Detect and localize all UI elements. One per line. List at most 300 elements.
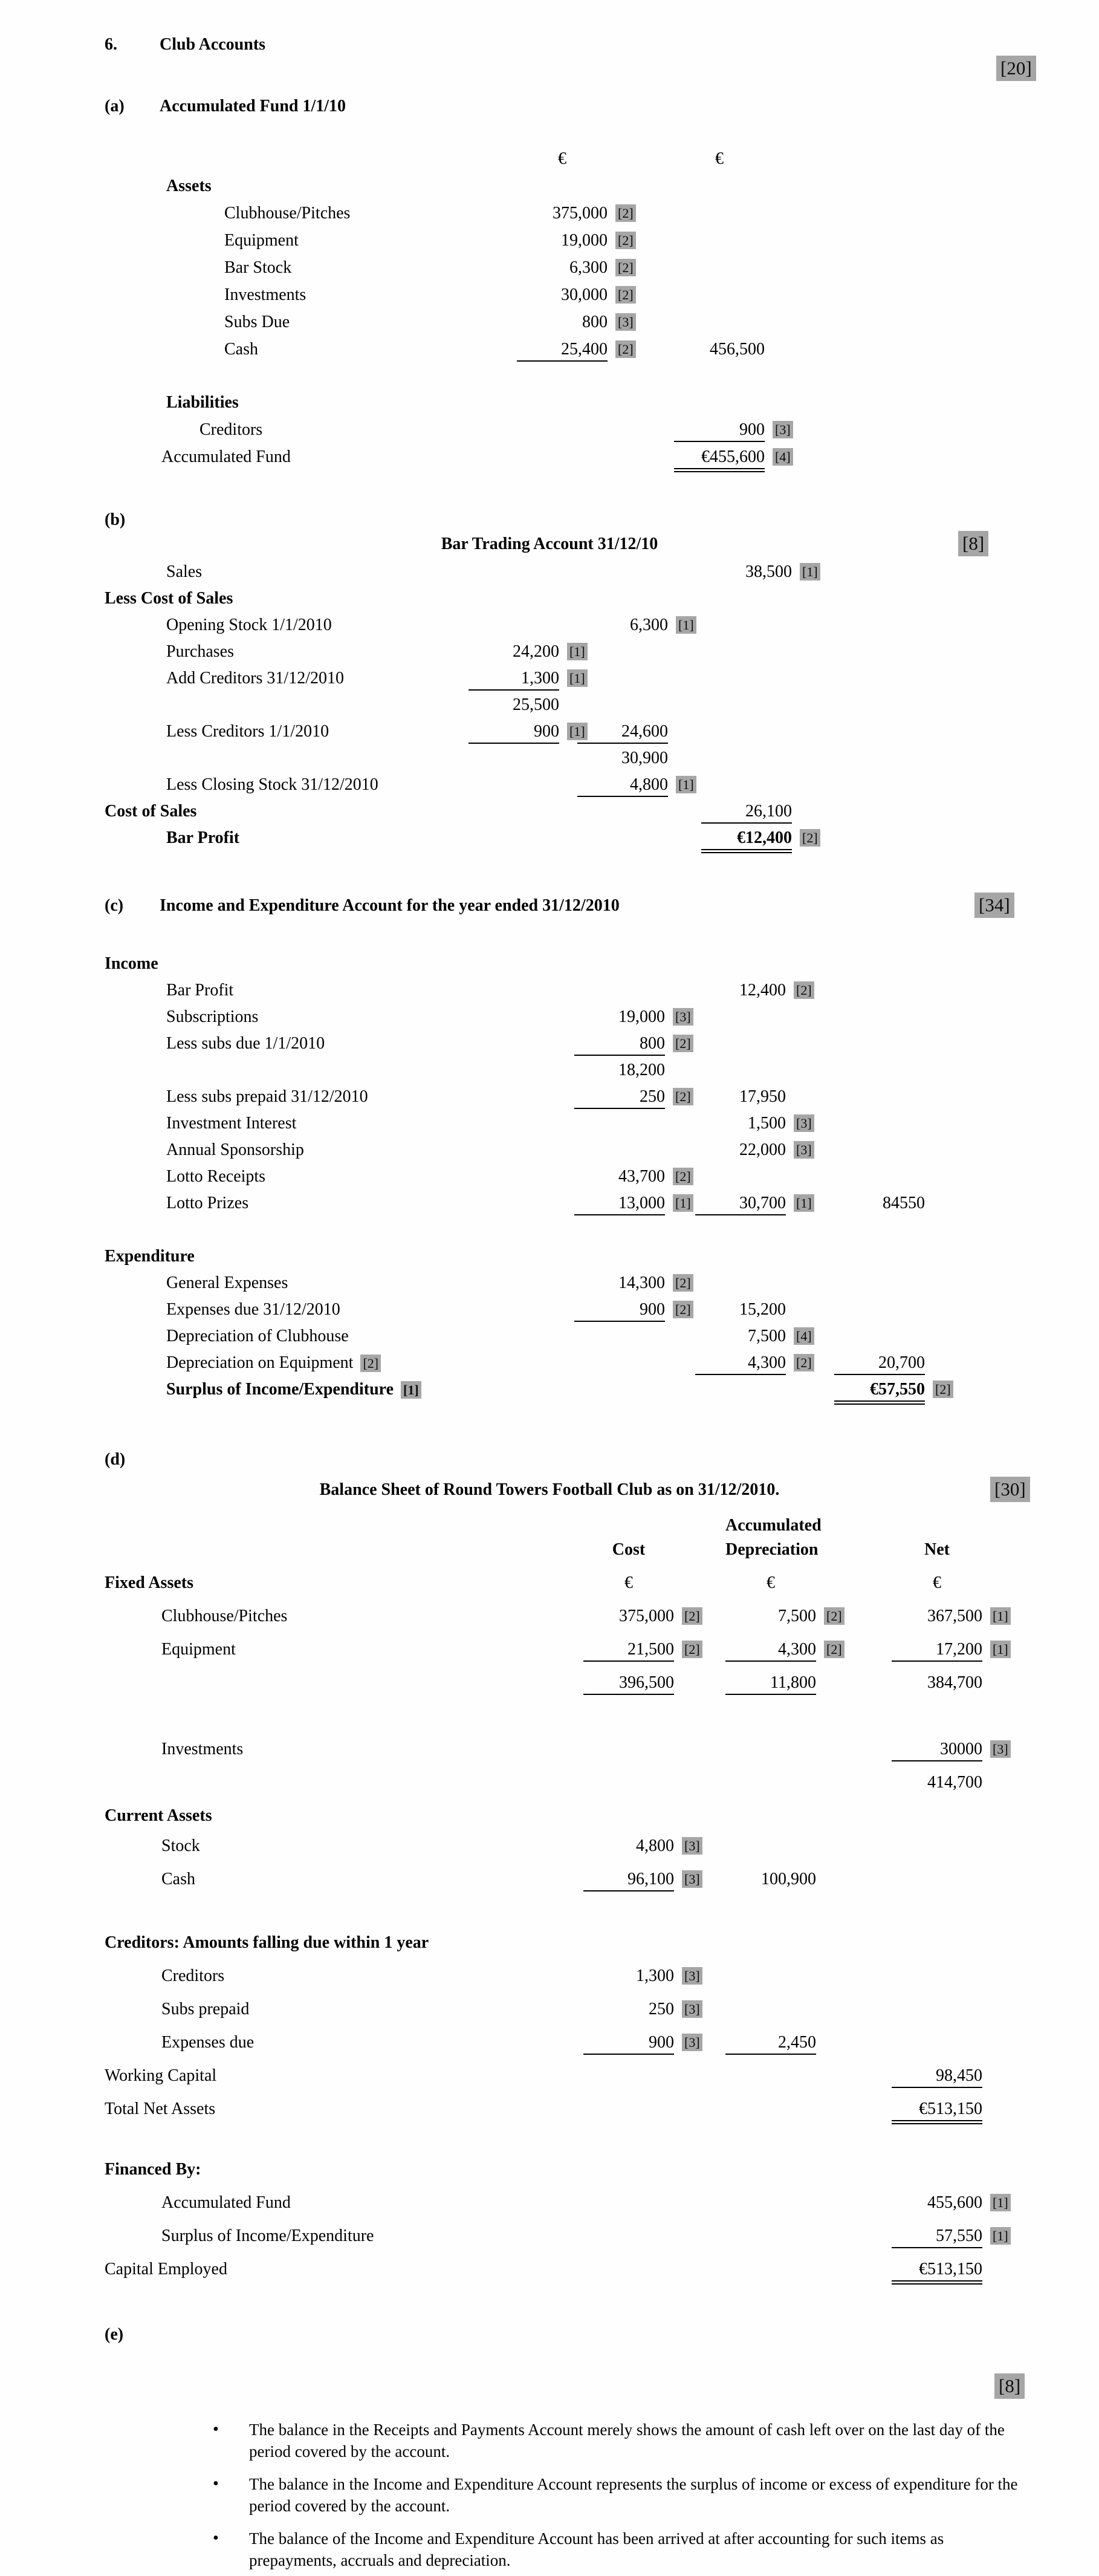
mark-badge: [3]: [794, 1141, 814, 1159]
amount-cell: 4,800: [636, 1836, 674, 1855]
amount-cell: 25,400: [517, 339, 608, 362]
account-row: [0, 1572, 1099, 1605]
row-label-text: Less subs due 1/1/2010: [166, 1034, 325, 1053]
amount-cell: 900: [583, 2032, 674, 2055]
amount-cell: Cost: [612, 1540, 646, 1559]
row-label-text: Capital Employed: [105, 2260, 227, 2278]
row-label-text: Working Capital: [105, 2066, 217, 2085]
account-row: [0, 2192, 1099, 2225]
row-label: [166, 561, 202, 583]
row-label-text: Creditors: [161, 1966, 225, 1985]
amount-cell: 1,500: [748, 1114, 786, 1133]
amount-cell: 375,000: [553, 204, 608, 223]
amount-cell: 19,000: [561, 231, 608, 250]
amount-cell: 18,200: [618, 1061, 665, 1079]
account-row: [0, 148, 1099, 175]
amount-cell: 250: [649, 2000, 674, 2018]
account-row: [0, 1086, 1099, 1113]
mark-badge: [2]: [615, 286, 636, 304]
row-label-text: Investments: [224, 285, 306, 304]
section-a-table: [0, 148, 1099, 473]
amount-cell: 4,300: [725, 1639, 816, 1662]
row-label: [105, 2098, 215, 2120]
row-label: [166, 1113, 296, 1134]
account-row: [0, 1325, 1099, 1352]
row-label-text: Expenses due 31/12/2010: [166, 1300, 340, 1319]
section-d-table: [0, 1515, 1099, 2292]
account-row: [0, 1515, 1099, 1539]
row-label-text: Total Net Assets: [105, 2100, 216, 2118]
account-row: [0, 2225, 1099, 2259]
account-row: [0, 980, 1099, 1006]
account-row: [0, 561, 1099, 588]
row-label: [105, 1572, 193, 1594]
row-label: [166, 1192, 248, 1214]
question-number: 6.: [105, 35, 117, 54]
amount-cell: 455,600: [927, 2193, 982, 2212]
amount-cell: 24,200: [513, 642, 559, 661]
mark-badge: [3]: [682, 1967, 702, 1985]
amount-cell: 900: [674, 419, 765, 442]
amount-cell: 22,000: [739, 1140, 786, 1159]
row-label: [105, 801, 196, 822]
amount-cell: €455,600: [674, 446, 765, 469]
account-row: [0, 614, 1099, 641]
row-label: [161, 1835, 200, 1857]
bullet-item: [213, 2473, 1028, 2517]
section-b-table: [0, 561, 1099, 854]
mark-badge: [1]: [676, 616, 696, 634]
account-row: [0, 175, 1099, 203]
account-row: [0, 1605, 1099, 1639]
account-row: [0, 1932, 1099, 1965]
mark-badge: [2]: [794, 981, 814, 999]
row-label-text: Subs Due: [224, 313, 290, 331]
row-label-text: Surplus of Income/Expenditure: [166, 1380, 394, 1399]
amount-cell: 26,100: [701, 801, 792, 824]
amount-cell: 7,500: [778, 1607, 816, 1625]
row-label: [166, 641, 234, 663]
row-label-text: Liabilities: [166, 393, 239, 412]
mark-badge: [3]: [682, 1870, 702, 1888]
row-label: [166, 1352, 381, 1374]
row-label: [166, 614, 332, 636]
row-label-text: Lotto Receipts: [166, 1167, 266, 1186]
amount-cell: €: [715, 149, 724, 168]
mark-badge: [1]: [567, 669, 588, 687]
row-label: [166, 1086, 368, 1108]
row-label-text: Sales: [166, 562, 203, 581]
account-row: [0, 446, 1099, 473]
row-label: [161, 446, 291, 468]
account-row: [0, 230, 1099, 257]
account-row: [0, 257, 1099, 284]
row-label-text: Purchases: [166, 642, 234, 661]
bullet-marker-icon: •: [213, 2474, 219, 2493]
mark-badge: [2]: [360, 1355, 381, 1372]
question-title: Club Accounts: [160, 35, 266, 54]
mark-badge: [2]: [673, 1088, 693, 1105]
section-a-label: (a): [105, 97, 125, 115]
amount-cell: 17,950: [739, 1087, 786, 1106]
amount-cell: 21,500: [583, 1639, 674, 1662]
amount-cell: 250: [574, 1086, 665, 1109]
row-label: [166, 827, 239, 849]
amount-cell: €: [933, 1573, 941, 1592]
amount-cell: 25,500: [513, 695, 559, 714]
row-label: [166, 1379, 421, 1400]
row-label: [166, 721, 329, 743]
row-label-text: Income: [105, 954, 158, 973]
account-row: [0, 1738, 1099, 1772]
row-label: [161, 1965, 224, 1987]
row-label: [166, 392, 239, 414]
bullet-text: The balance in the Income and Expenditure Account represents the surplus of income or excess of expenditure for the period covered by the account.: [249, 2475, 1018, 2515]
section-b-marks-badge: [8]: [958, 531, 988, 556]
row-label: [161, 2032, 254, 2054]
amount-cell: €12,400: [701, 827, 792, 850]
row-label-text: Creditors: [199, 420, 263, 439]
row-label-text: Creditors: Amounts falling due within 1 year: [105, 1933, 429, 1952]
amount-cell: €: [767, 1573, 775, 1592]
row-label: [224, 284, 306, 306]
row-label: [105, 2159, 201, 2181]
row-label-text: Less Closing Stock 31/12/2010: [166, 775, 378, 794]
mark-badge: [1]: [673, 1194, 693, 1212]
spacer-row: [0, 366, 1099, 392]
amount-cell: 11,800: [725, 1672, 816, 1695]
row-label: [161, 1639, 236, 1660]
account-row: [0, 1835, 1099, 1869]
row-label: [166, 774, 378, 796]
row-label: [105, 953, 158, 975]
row-label-text: Clubhouse/Pitches: [224, 204, 351, 223]
mark-badge: [1]: [990, 1641, 1011, 1658]
row-label: [224, 203, 350, 224]
bullet-marker-icon: •: [213, 2529, 219, 2548]
row-label: [166, 1033, 325, 1055]
amount-cell: 800: [574, 1033, 665, 1056]
row-label-text: Annual Sponsorship: [166, 1140, 304, 1159]
amount-cell: 4,300: [695, 1352, 786, 1375]
account-row: [0, 1059, 1099, 1086]
mark-badge: [2]: [673, 1274, 693, 1292]
amount-cell: 7,500: [748, 1327, 786, 1345]
mark-badge: [2]: [794, 1354, 814, 1371]
amount-cell: 15,200: [739, 1300, 786, 1319]
amount-cell: 84550: [883, 1194, 925, 1212]
bullet-item: [213, 2419, 1028, 2462]
row-label-text: Bar Profit: [166, 981, 234, 1000]
section-b-label: (b): [105, 510, 126, 529]
mark-badge: [3]: [990, 1740, 1011, 1758]
section-a-title: Accumulated Fund 1/1/10: [160, 97, 346, 115]
row-label-text: Accumulated Fund: [161, 2193, 291, 2212]
row-label-text: Expenses due: [161, 2033, 254, 2052]
mark-badge: [3]: [673, 1008, 693, 1026]
mark-badge: [2]: [615, 232, 636, 249]
section-b-title: Bar Trading Account 31/12/10: [441, 535, 658, 553]
row-label-text: Add Creditors 31/12/2010: [166, 669, 344, 688]
row-label-text: Fixed Assets: [105, 1573, 193, 1592]
account-row: [0, 694, 1099, 721]
section-c-label: (c): [105, 896, 124, 915]
mark-badge: [2]: [673, 1301, 693, 1318]
row-label-text: Cash: [161, 1870, 195, 1888]
mark-badge: [2]: [682, 1641, 702, 1658]
amount-cell: Accumulated: [725, 1516, 822, 1535]
row-label: [105, 1932, 429, 1954]
amount-cell: 456,500: [710, 340, 765, 359]
account-row: [0, 2098, 1099, 2132]
account-row: [0, 1246, 1099, 1272]
spacer-row: [0, 1219, 1099, 1246]
row-label-text: Bar Profit: [166, 828, 240, 847]
row-label: [161, 1999, 249, 2020]
mark-badge: [4]: [773, 448, 793, 466]
row-label-text: General Expenses: [166, 1273, 288, 1292]
row-label-text: Less subs prepaid 31/12/2010: [166, 1087, 368, 1106]
mark-badge: [1]: [800, 563, 820, 581]
row-label-text: Opening Stock 1/1/2010: [166, 616, 332, 634]
mark-badge: [1]: [794, 1194, 814, 1212]
account-row: [0, 774, 1099, 801]
account-row: [0, 1539, 1099, 1572]
row-label: [161, 1605, 287, 1627]
account-row: [0, 311, 1099, 339]
amount-cell: 30,900: [621, 749, 668, 767]
row-label-text: Current Assets: [105, 1806, 212, 1825]
section-c-table: [0, 953, 1099, 1405]
bullet-marker-icon: •: [213, 2420, 219, 2439]
account-row: [0, 2065, 1099, 2098]
mark-badge: [2]: [615, 340, 636, 358]
amount-cell: 367,500: [927, 1607, 982, 1625]
row-label: [105, 2259, 227, 2280]
account-row: [0, 953, 1099, 980]
amount-cell: 12,400: [739, 981, 786, 1000]
row-label-text: Subscriptions: [166, 1007, 259, 1026]
row-label: [166, 1139, 304, 1161]
row-label: [166, 1166, 265, 1188]
row-label-text: Financed By:: [105, 2160, 201, 2179]
account-row: [0, 1999, 1099, 2032]
account-row: [0, 1166, 1099, 1192]
row-label-text: Subs prepaid: [161, 2000, 250, 2018]
account-row: [0, 1869, 1099, 1902]
amount-cell: €513,150: [892, 2098, 982, 2121]
account-row: [0, 1192, 1099, 1219]
amount-cell: 30,000: [561, 285, 608, 304]
mark-badge: [3]: [682, 2000, 702, 2018]
section-d-marks-badge: [30]: [990, 1477, 1030, 1502]
amount-cell: 43,700: [618, 1167, 665, 1186]
mark-badge: [1]: [567, 723, 588, 740]
account-row: [0, 1299, 1099, 1325]
section-e-label: (e): [105, 2325, 124, 2344]
account-row: [0, 1113, 1099, 1139]
row-label-text: Investments: [161, 1740, 244, 1758]
row-label-text: Depreciation of Clubhouse: [166, 1327, 349, 1345]
account-row: [0, 1272, 1099, 1299]
row-label: [105, 588, 233, 610]
mark-badge: [3]: [773, 421, 793, 438]
mark-badge: [2]: [800, 829, 820, 847]
account-row: [0, 2032, 1099, 2065]
row-label-text: Bar Stock: [224, 258, 292, 277]
amount-cell: €: [624, 1573, 633, 1592]
amount-cell: Net: [924, 1540, 950, 1559]
amount-cell: 30,700: [695, 1192, 786, 1215]
amount-cell: 6,300: [630, 616, 668, 634]
row-label: [224, 311, 290, 333]
amount-cell: 414,700: [927, 1773, 982, 1792]
bullet-text: The balance in the Receipts and Payments Account merely shows the amount of cash left over on the last day of the period covered by the account.: [249, 2421, 1005, 2461]
row-label: [166, 668, 344, 689]
row-label-text: Investment Interest: [166, 1114, 297, 1133]
section-d-label: (d): [105, 1450, 126, 1469]
row-label-text: Stock: [161, 1836, 200, 1855]
mark-badge: [2]: [824, 1641, 845, 1658]
account-row: [0, 1352, 1099, 1379]
mark-badge: [2]: [615, 204, 636, 222]
row-label-text: Lotto Prizes: [166, 1194, 249, 1212]
mark-badge: [3]: [615, 313, 636, 331]
row-label: [224, 257, 291, 279]
mark-badge: [2]: [673, 1035, 693, 1052]
account-row: [0, 1006, 1099, 1033]
spacer-row: [0, 1902, 1099, 1932]
row-label: [161, 2192, 291, 2214]
spacer-row: [0, 2132, 1099, 2159]
mark-badge: [1]: [990, 1607, 1011, 1625]
mark-badge: [1]: [990, 2227, 1011, 2245]
bullet-text: The balance of the Income and Expenditure Account has been arrived at after accounting for such items as prepayments, accruals and depreciation.: [249, 2529, 944, 2569]
row-label-text: Equipment: [161, 1640, 236, 1659]
account-row: [0, 1639, 1099, 1672]
account-row: [0, 284, 1099, 311]
amount-cell: 96,100: [583, 1869, 674, 1891]
row-label-text: Surplus of Income/Expenditure: [161, 2226, 374, 2245]
amount-cell: 57,550: [892, 2225, 982, 2248]
amount-cell: 14,300: [618, 1273, 665, 1292]
mark-badge: [1]: [401, 1381, 421, 1399]
account-row: [0, 1379, 1099, 1405]
account-row: [0, 339, 1099, 366]
amount-cell: €513,150: [892, 2259, 982, 2282]
row-label: [161, 2225, 374, 2247]
account-row: [0, 203, 1099, 230]
amount-cell: 4,800: [577, 774, 668, 797]
amount-cell: 2,450: [725, 2032, 816, 2055]
row-label: [105, 2065, 216, 2087]
amount-cell: 900: [468, 721, 559, 744]
amount-cell: 1,300: [636, 1966, 674, 1985]
account-row: [0, 2159, 1099, 2192]
row-label: [161, 1738, 243, 1760]
mark-badge: [3]: [682, 1837, 702, 1855]
mark-badge: [4]: [794, 1327, 814, 1345]
total-marks-badge: [20]: [996, 56, 1036, 81]
mark-badge: [2]: [933, 1381, 953, 1398]
account-row: [0, 641, 1099, 668]
row-label: [224, 230, 299, 252]
amount-cell: €: [558, 149, 566, 168]
amount-cell: 6,300: [569, 258, 608, 277]
mark-badge: [2]: [615, 259, 636, 276]
amount-cell: 396,500: [583, 1672, 674, 1695]
amount-cell: 800: [582, 313, 608, 331]
account-row: [0, 1805, 1099, 1835]
section-c-title: Income and Expenditure Account for the year ended 31/12/2010: [160, 896, 620, 915]
question-header: [0, 35, 1099, 59]
mark-badge: [1]: [676, 776, 696, 793]
row-label-text: Equipment: [224, 231, 299, 250]
account-row: [0, 668, 1099, 694]
mark-badge: [3]: [682, 2034, 702, 2051]
row-label-text: Clubhouse/Pitches: [161, 1607, 288, 1625]
row-label-text: Less Creditors 1/1/2010: [166, 722, 329, 741]
amount-cell: 13,000: [574, 1192, 665, 1215]
row-label-text: Cost of Sales: [105, 802, 197, 821]
row-label: [161, 1869, 195, 1890]
account-row: [0, 801, 1099, 827]
spacer-row: [0, 1705, 1099, 1738]
amount-cell: 20,700: [834, 1352, 925, 1375]
amount-cell: 17,200: [892, 1639, 982, 1662]
row-label: [166, 175, 212, 197]
row-label-text: Accumulated Fund: [161, 447, 291, 466]
amount-cell: 98,450: [892, 2065, 982, 2088]
account-row: [0, 1033, 1099, 1059]
row-label-text: Depreciation on Equipment: [166, 1353, 354, 1372]
row-label-text: Assets: [166, 177, 212, 195]
section-e-bullet-list: [213, 2419, 1028, 2576]
row-label-text: Expenditure: [105, 1247, 195, 1266]
amount-cell: 375,000: [619, 1607, 674, 1625]
account-row: [0, 1965, 1099, 1999]
section-d-title: Balance Sheet of Round Towers Football Club as on 31/12/2010.: [319, 1480, 780, 1499]
row-label: [105, 1805, 212, 1827]
amount-cell: 900: [574, 1299, 665, 1322]
row-label-text: Less Cost of Sales: [105, 589, 233, 608]
mark-badge: [1]: [990, 2194, 1011, 2211]
account-row: [0, 588, 1099, 614]
account-row: [0, 419, 1099, 446]
account-row: [0, 721, 1099, 747]
amount-cell: €57,550: [834, 1379, 925, 1402]
row-label: [166, 1325, 349, 1347]
amount-cell: 100,900: [761, 1870, 816, 1888]
account-row: [0, 827, 1099, 854]
amount-cell: 38,500: [745, 562, 792, 581]
amount-cell: 384,700: [927, 1673, 982, 1692]
row-label: [105, 1246, 195, 1267]
amount-cell: 1,300: [468, 668, 559, 691]
row-label-text: Cash: [224, 340, 258, 359]
amount-cell: 24,600: [577, 721, 668, 744]
mark-badge: [2]: [673, 1168, 693, 1185]
row-label: [166, 1272, 288, 1294]
row-label: [224, 339, 258, 360]
mark-badge: [1]: [567, 643, 588, 660]
amount-cell: 30000: [892, 1738, 982, 1761]
bullet-item: [213, 2528, 1028, 2571]
account-row: [0, 1772, 1099, 1805]
mark-badge: [2]: [682, 1607, 702, 1625]
mark-badge: [2]: [824, 1607, 845, 1625]
section-e-marks-badge: [8]: [994, 2373, 1025, 2399]
